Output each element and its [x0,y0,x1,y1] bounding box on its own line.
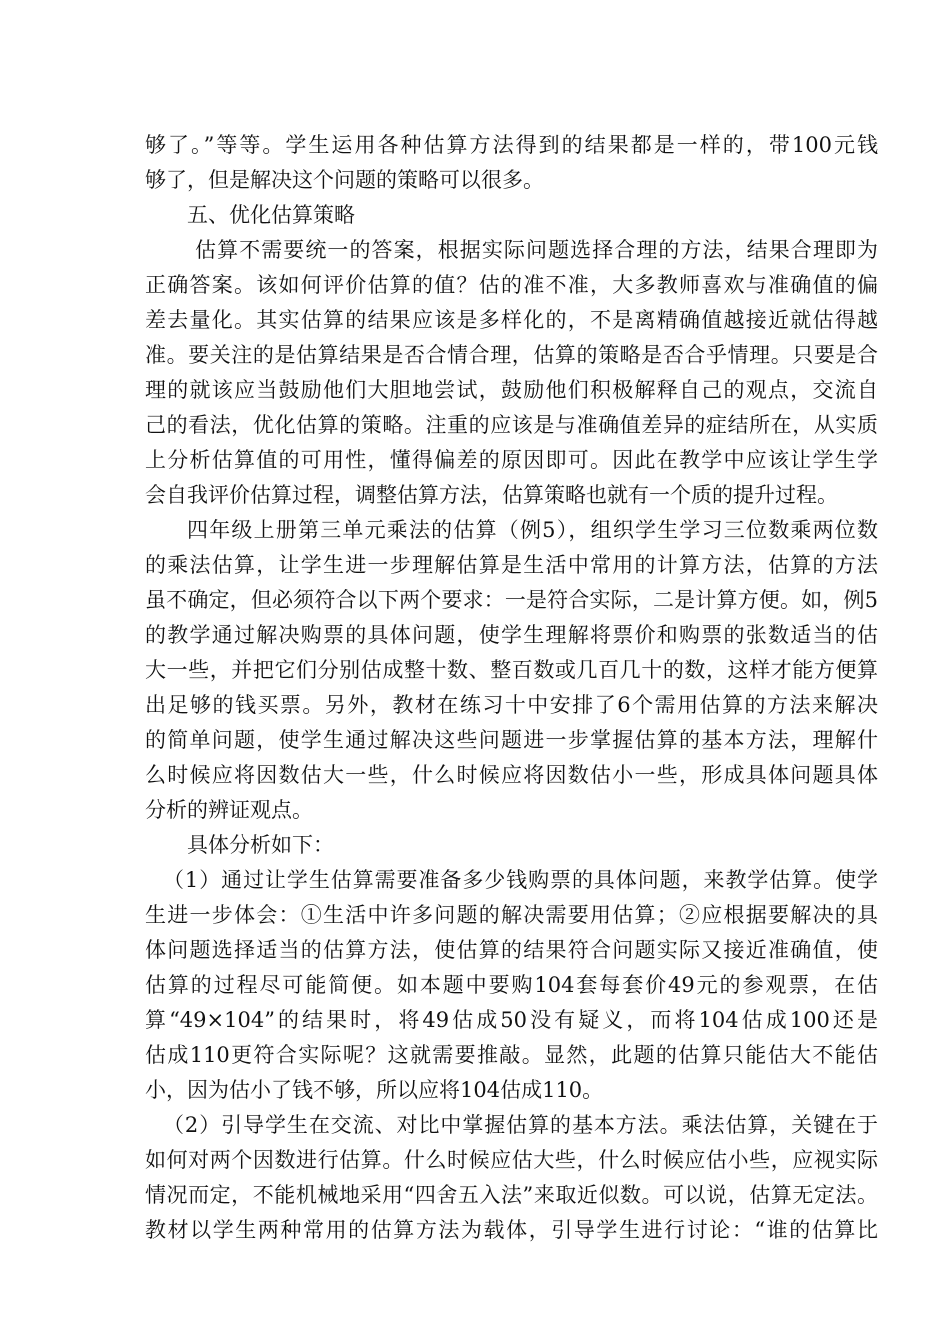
paragraph-line: 教材以学生两种常用的估算方法为载体，引导学生进行讨论：“谁的估算比 [145,1218,878,1242]
document-body [145,128,878,1248]
paragraph-line: 出足够的钱买票。另外，教材在练习十中安排了6个需用估算的方法来解决 [145,693,878,717]
paragraph-line: 的简单问题，使学生通过解决这些问题进一步掌握估算的基本方法，理解什 [145,728,878,752]
paragraph-line: 的乘法估算，让学生进一步理解估算是生活中常用的计算方法，估算的方法 [145,553,878,577]
paragraph-line: 差去量化。其实估算的结果应该是多样化的，不是离精确值越接近就估得越 [145,308,878,332]
paragraph-line: 理的就该应当鼓励他们大胆地尝试，鼓励他们积极解释自己的观点，交流自 [145,378,878,402]
paragraph-line: 己的看法，优化估算的策略。注重的应该是与准确值差异的症结所在，从实质 [145,413,878,437]
paragraph-line: 四年级上册第三单元乘法的估算（例5），组织学生学习三位数乘两位数 [187,518,878,542]
paragraph-line: 够了，但是解决这个问题的策略可以很多。 [145,168,544,192]
paragraph-line: 虽不确定，但必须符合以下两个要求：一是符合实际，二是计算方便。如，例5 [145,588,878,612]
paragraph-line: （2）引导学生在交流、对比中掌握估算的基本方法。乘法估算，关键在于 [163,1113,878,1137]
paragraph-line: 估算的过程尽可能简便。如本题中要购104套每套价49元的参观票，在估 [145,973,878,997]
paragraph-line: 大一些，并把它们分别估成整十数、整百数或几百几十的数，这样才能方便算 [145,658,878,682]
paragraph-line: 具体分析如下： [187,833,334,857]
paragraph-line: 体问题选择适当的估算方法，使估算的结果符合问题实际又接近准确值，使 [145,938,878,962]
paragraph-line: 会自我评价估算过程，调整估算方法，估算策略也就有一个质的提升过程。 [145,483,838,507]
paragraph-line: 小，因为估小了钱不够，所以应将104估成110。 [145,1078,604,1102]
paragraph-line: 够了。”等等。学生运用各种估算方法得到的结果都是一样的，带100元钱 [145,133,878,157]
paragraph-line: 情况而定，不能机械地采用“四舍五入法”来取近似数。可以说，估算无定法。 [145,1183,878,1207]
paragraph-line: 分析的辨证观点。 [145,798,313,822]
paragraph-line: 估算不需要统一的答案，根据实际问题选择合理的方法，结果合理即为 [195,238,878,262]
paragraph-line: 正确答案。该如何评价估算的值？估的准不准，大多教师喜欢与准确值的偏 [145,273,878,297]
paragraph-line: 如何对两个因数进行估算。什么时候应估大些，什么时候应估小些，应视实际 [145,1148,878,1172]
paragraph-line: 生进一步体会：①生活中许多问题的解决需要用估算；②应根据要解决的具 [145,903,878,927]
section-heading: 五、优化估算策略 [187,203,355,227]
paragraph-line: 么时候应将因数估大一些，什么时候应将因数估小一些，形成具体问题具体 [145,763,878,787]
paragraph-line: 上分析估算值的可用性，懂得偏差的原因即可。因此在教学中应该让学生学 [145,448,878,472]
paragraph-line: （1）通过让学生估算需要准备多少钱购票的具体问题，来教学估算。使学 [163,868,878,892]
paragraph-line: 估成110更符合实际呢？这就需要推敲。显然，此题的估算只能估大不能估 [145,1043,878,1067]
paragraph-line: 准。要关注的是估算结果是否合情合理，估算的策略是否合乎情理。只要是合 [145,343,878,367]
paragraph-line: 算“49×104”的结果时，将49估成50没有疑义，而将104估成100还是 [145,1008,878,1032]
paragraph-line: 的教学通过解决购票的具体问题，使学生理解将票价和购票的张数适当的估 [145,623,878,647]
